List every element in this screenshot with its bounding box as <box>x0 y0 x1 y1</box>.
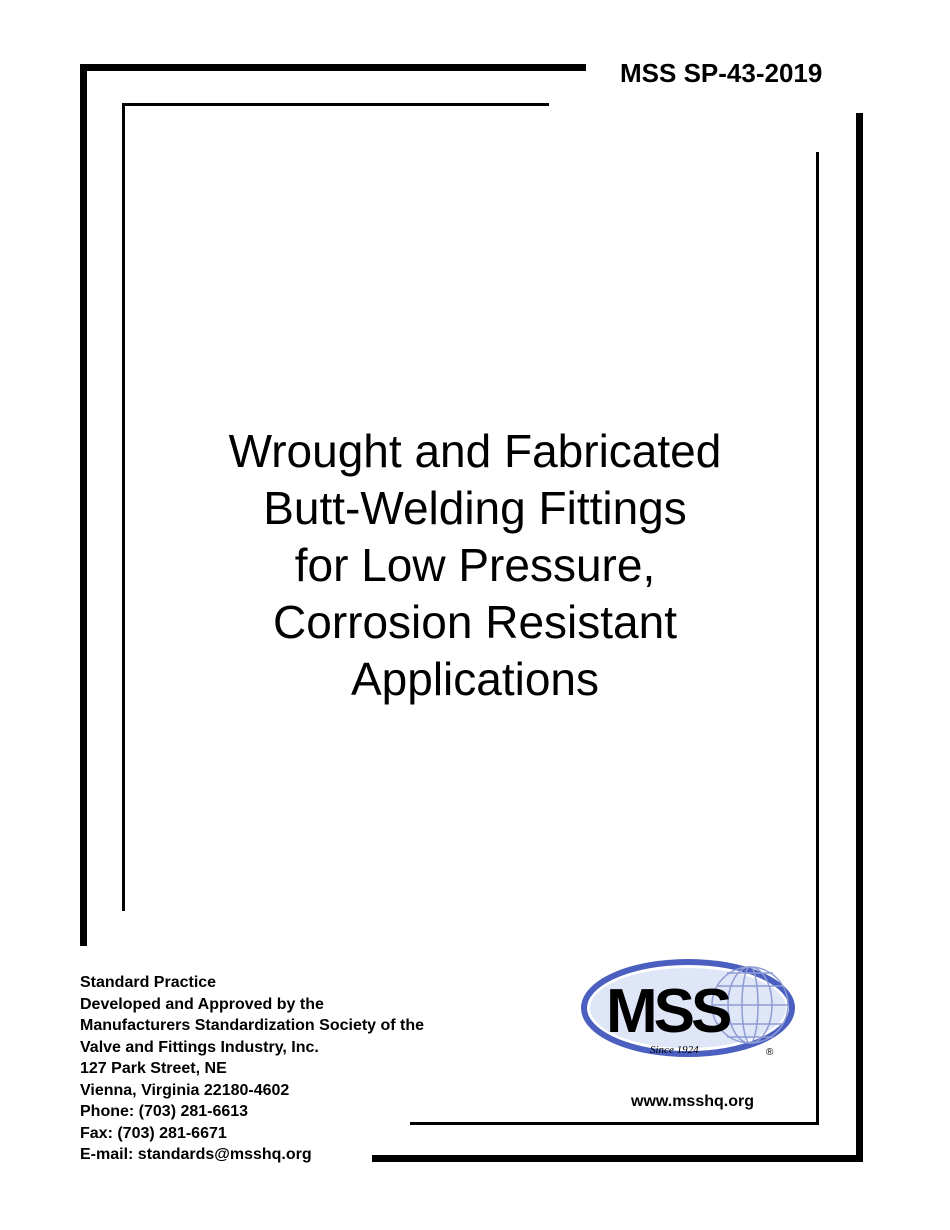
phone-number: Phone: (703) 281-6613 <box>80 1103 249 1120</box>
publisher-info <box>80 972 560 1166</box>
address-street: 127 Park Street, NE <box>80 1060 227 1077</box>
title-line: Applications <box>350 653 600 705</box>
publisher-line: Developed and Approved by the <box>80 995 324 1013</box>
logo-text: MSS <box>606 977 729 1046</box>
email-address[interactable]: E-mail: standards@msshq.org <box>80 1146 312 1163</box>
publisher-name: Valve and Fittings Industry, Inc. <box>80 1038 319 1056</box>
publisher-name: Manufacturers Standardization Society of the <box>80 1017 425 1034</box>
title-line: Wrought and Fabricated <box>228 425 722 477</box>
title-line: Corrosion Resistant <box>273 596 677 648</box>
document-number: MSS SP-43-2019 <box>620 58 823 88</box>
inner-frame-top <box>124 103 549 106</box>
inner-frame-right <box>816 152 819 1125</box>
fax-number: Fax: (703) 281-6671 <box>80 1124 227 1142</box>
title-line: Butt-Welding Fittings <box>263 482 687 534</box>
mss-logo <box>580 955 800 1067</box>
document-title <box>150 423 800 708</box>
inner-frame-left <box>122 103 125 911</box>
outer-frame-right <box>856 113 863 1162</box>
address-city: Vienna, Virginia 22180-4602 <box>80 1081 290 1099</box>
website-link[interactable]: www.msshq.org <box>631 1093 754 1110</box>
logo-tagline: Since 1924 <box>650 1044 699 1056</box>
registered-mark: ® <box>766 1047 774 1058</box>
outer-frame-top <box>80 64 586 71</box>
title-line: for Low Pressure, <box>294 539 656 591</box>
outer-frame-left <box>80 64 87 946</box>
document-type: Standard Practice <box>80 974 217 991</box>
